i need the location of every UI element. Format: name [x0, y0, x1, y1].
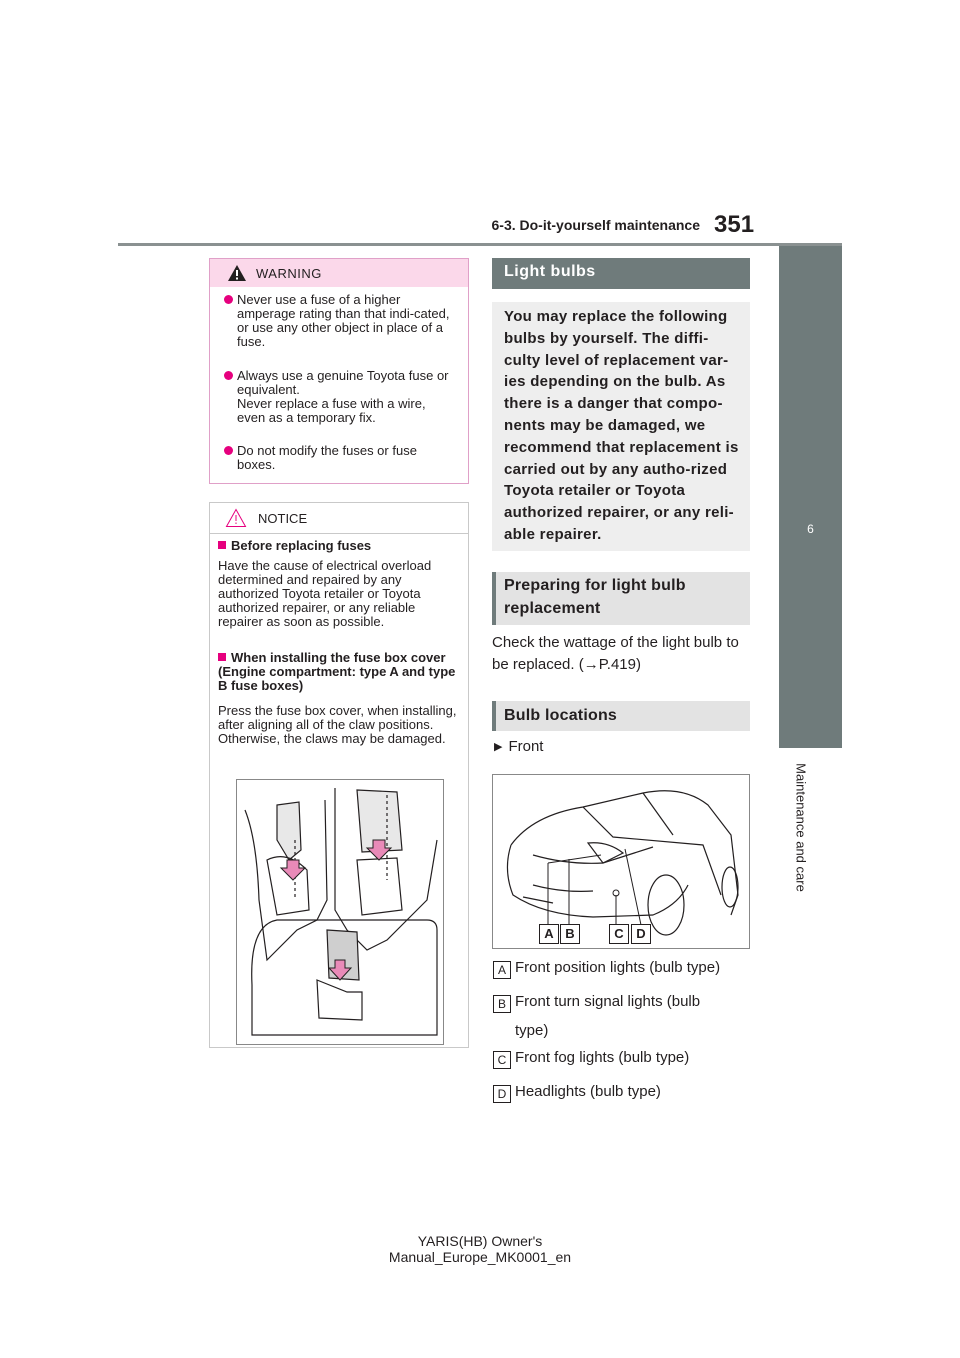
- warning-item: Always use a genuine Toyota fuse or equivalent. Never replace a fuse with a wire, even as a temporary fix.: [224, 369, 460, 425]
- bullet-icon: [224, 295, 233, 304]
- section-title: 6-3. Do-it-yourself maintenance: [491, 217, 700, 233]
- light-bulbs-title: Light bulbs: [504, 263, 596, 280]
- warning-item: Do not modify the fuses or fuse boxes.: [224, 444, 460, 472]
- warning-triangle-icon: [227, 264, 247, 282]
- preparing-title: Preparing for light bulb replacement: [504, 577, 686, 617]
- footer: YARIS(HB) Owner's Manual_Europe_MK0001_en: [388, 1233, 572, 1265]
- chapter-tab: [779, 246, 842, 748]
- header-rule: [118, 243, 842, 246]
- legend-letter: A: [493, 961, 511, 979]
- triangle-bullet-icon: ▶: [494, 741, 503, 753]
- figure-tag: A: [539, 924, 559, 944]
- warning-header: [210, 259, 468, 287]
- notice-text: Press the fuse box cover, when installing, after aligning all of the claw positions. Otherwise, the claws may be damaged.: [218, 703, 457, 746]
- light-bulbs-heading: [492, 258, 750, 289]
- caution-triangle-icon: [225, 508, 247, 528]
- legend-letter: D: [493, 1085, 511, 1103]
- notice-label: NOTICE: [258, 511, 308, 526]
- legend-item: B Front turn signal lights (bulb type): [493, 991, 723, 1045]
- bullet-icon: [224, 371, 233, 380]
- warning-item: Never use a fuse of a higher amperage rating than that indi-cated, or use any other object in place of a fuse.: [224, 293, 460, 349]
- chapter-number: 6: [807, 522, 814, 536]
- bulb-locations-heading: [492, 701, 750, 731]
- square-bullet-icon: [218, 653, 226, 661]
- preparing-text: Check the wattage of the light bulb to be replaced. (→P.419): [492, 634, 739, 673]
- figure-tag: D: [631, 924, 651, 944]
- warning-box: [209, 258, 469, 484]
- bulb-locations-title: Bulb locations: [504, 707, 618, 724]
- car-front-illustration: [492, 774, 750, 949]
- warning-label: WARNING: [256, 266, 322, 281]
- notice-box: [209, 502, 469, 1048]
- legend-item: A Front position lights (bulb type): [493, 957, 720, 979]
- chapter-label-text: Maintenance and care: [793, 763, 809, 892]
- bullet-icon: [224, 446, 233, 455]
- page-number: 351: [714, 211, 755, 238]
- legend-letter: C: [493, 1051, 511, 1069]
- figure-tag: B: [560, 924, 580, 944]
- preparing-heading: [492, 572, 750, 625]
- intro-text: You may replace the following bulbs by yourself. The diffi-culty level of replacement var-ies depending on the bulb. As there is a danger that compo-nents may be damaged, we recommend that replacement is carried out by any autho-rized Toyota retailer or Toyota authorized repairer, or any reli-able repairer.: [504, 308, 739, 543]
- notice-text: Have the cause of electrical overload determined and repaired by any authorized Toyota retailer or Toyota authorized repairer, or any reliable repairer as soon as possible.: [218, 558, 432, 629]
- square-bullet-icon: [218, 541, 226, 549]
- intro-box: [492, 302, 750, 551]
- fuse-box-illustration: [236, 779, 444, 1045]
- legend-item: C Front fog lights (bulb type): [493, 1047, 689, 1069]
- notice-heading: Before replacing fuses: [218, 539, 463, 553]
- figure-tag: C: [609, 924, 629, 944]
- chapter-label: [790, 758, 810, 918]
- front-subheading: ▶ Front: [494, 738, 544, 755]
- notice-header: [210, 503, 468, 534]
- legend-letter: B: [493, 995, 511, 1013]
- notice-heading: When installing the fuse box cover (Engine compartment: type A and type B fuse boxes): [218, 650, 456, 693]
- legend-item: D Headlights (bulb type): [493, 1081, 661, 1103]
